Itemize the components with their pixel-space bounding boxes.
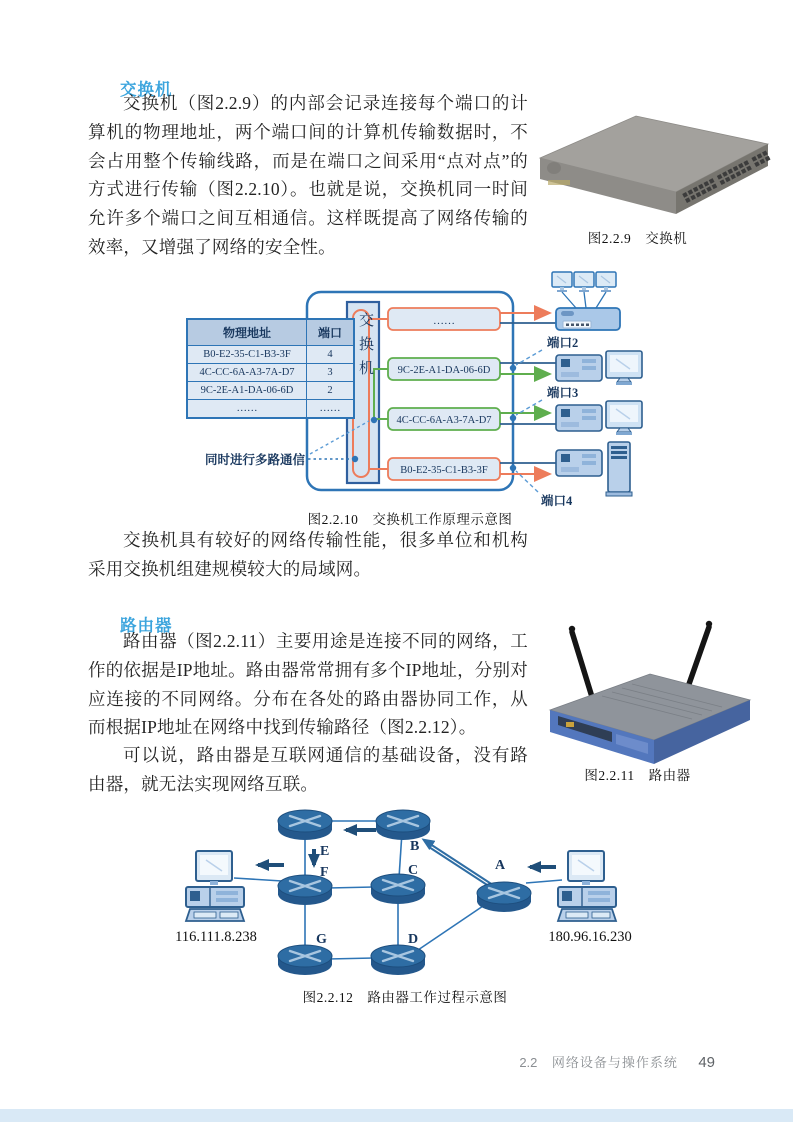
switch-box-label: 交换机: [357, 312, 373, 384]
table-row: [187, 400, 354, 419]
port3-label: 端口3: [547, 386, 579, 400]
label-a: A: [495, 858, 506, 873]
port-cell: 2: [307, 382, 355, 400]
page-bottom-band: [0, 1109, 793, 1122]
mac-cell: ……: [187, 400, 307, 419]
label-f: F: [320, 865, 329, 880]
computer-with-tower-icon: [556, 442, 632, 496]
router-icon-d: [371, 945, 425, 975]
switch-vent: [547, 162, 561, 174]
router-paragraph-2: 可以说，路由器是互联网通信的基础设备，没有路由器，就无法实现网络互联。: [88, 745, 528, 794]
router-working-diagram: [170, 803, 660, 988]
left-ip-address: 116.111.8.238: [175, 929, 257, 945]
antenna-tip: [706, 621, 712, 627]
monitor-icon: [552, 272, 616, 292]
switch-paragraph-2: 交换机具有较好的网络传输性能，很多单位和机构采用交换机组建规模较大的局域网。: [88, 530, 528, 579]
label-c: C: [408, 863, 419, 878]
mac-address-table: [186, 318, 355, 419]
antenna-tip: [569, 626, 575, 632]
right-ip-address: 180.96.16.230: [548, 929, 632, 945]
mac-box-label: 9C-2E-A1-DA-06-6D: [397, 365, 491, 376]
switch-label-strip: [548, 180, 570, 185]
router-photo: [532, 614, 777, 766]
router-paragraph-1: 路由器（图2.2.11）主要用途是连接不同的网络，工作的依据是IP地址。路由器常常拥有多个IP地址，分别对应连接的不同网络。分布在各处的路由器协同工作，从而根据IP地址在网络中找到传输路径（图2.2.12）。: [88, 631, 528, 738]
figure-2-2-11-caption: 图2.2.11 路由器: [584, 768, 691, 783]
footer-page-number: 49: [698, 1054, 715, 1071]
router-port-led: [566, 722, 574, 727]
router-icon-a: [477, 882, 531, 912]
page-footer: [519, 1052, 715, 1072]
mac-cell: 9C-2E-A1-DA-06-6D: [187, 382, 307, 400]
mac-cell: B0-E2-35-C1-B3-3F: [187, 346, 307, 364]
port-cell: 4: [307, 346, 355, 364]
hub-icon: [556, 308, 620, 330]
port-dot-2: [510, 365, 516, 371]
port-cell: 3: [307, 364, 355, 382]
multiway-annotation: 同时进行多路通信: [205, 453, 306, 467]
figure-2-2-9-caption: 图2.2.9 交换机: [587, 231, 688, 246]
label-e: E: [320, 844, 330, 859]
mac-box-label: 4C-CC-6A-A3-7A-D7: [396, 415, 492, 426]
hub-link: [584, 292, 586, 308]
computer-icon-left: [186, 851, 244, 921]
annotation-dot: [371, 417, 377, 423]
heading-router: 路由器: [120, 616, 173, 635]
mac-box-label: B0-E2-35-C1-B3-3F: [400, 465, 488, 476]
port-dot-3: [510, 415, 516, 421]
computer-icon: [556, 351, 642, 385]
switch-paragraph-1: 交换机（图2.2.9）的内部会记录连接每个端口的计算机的物理地址，两个端口间的计算机传输数据时，不会占用整个传输线路，而是在端口之间采用“点对点”的方式进行传输（图2.2.10）。也就是说，交换机同一时间允许多个端口之间互相通信。这样既提高了网络传输的效率，又增强了网络的安全性。: [88, 93, 528, 257]
switch-photo: [528, 100, 780, 228]
route-arrow-a-to-b: [424, 840, 496, 887]
table-row: [187, 346, 354, 364]
table-row: [187, 382, 354, 400]
port4-label: 端口4: [541, 494, 573, 508]
router-icon-b: [376, 810, 430, 840]
router-icon-g: [278, 945, 332, 975]
label-b: B: [410, 839, 420, 854]
computer-icon-right: [558, 851, 616, 921]
hub-link: [562, 292, 576, 308]
footer-chapter-title: 网络设备与操作系统: [551, 1055, 678, 1070]
port2-label: 端口2: [547, 336, 579, 350]
label-d: D: [408, 932, 419, 947]
router-icon-e: [278, 810, 332, 840]
port-dot-4: [510, 465, 516, 471]
mac-box-label: ……: [433, 315, 455, 327]
table-row: [187, 364, 354, 382]
annotation-dot: [352, 456, 358, 462]
router-icon-c: [371, 874, 425, 904]
port-cell: ……: [307, 400, 355, 419]
table-header-port: 端口: [307, 319, 355, 346]
mac-cell: 4C-CC-6A-A3-7A-D7: [187, 364, 307, 382]
figure-2-2-12-caption: 图2.2.12 路由器工作过程示意图: [302, 990, 508, 1005]
table-header-mac: 物理地址: [187, 319, 307, 346]
heading-switch: 交换机: [120, 80, 173, 99]
hub-link: [596, 292, 606, 308]
footer-section-number: 2.2: [519, 1055, 538, 1070]
computer-icon: [556, 401, 642, 435]
figure-2-2-10-caption: 图2.2.10 交换机工作原理示意图: [307, 512, 513, 527]
label-g: G: [316, 932, 327, 947]
